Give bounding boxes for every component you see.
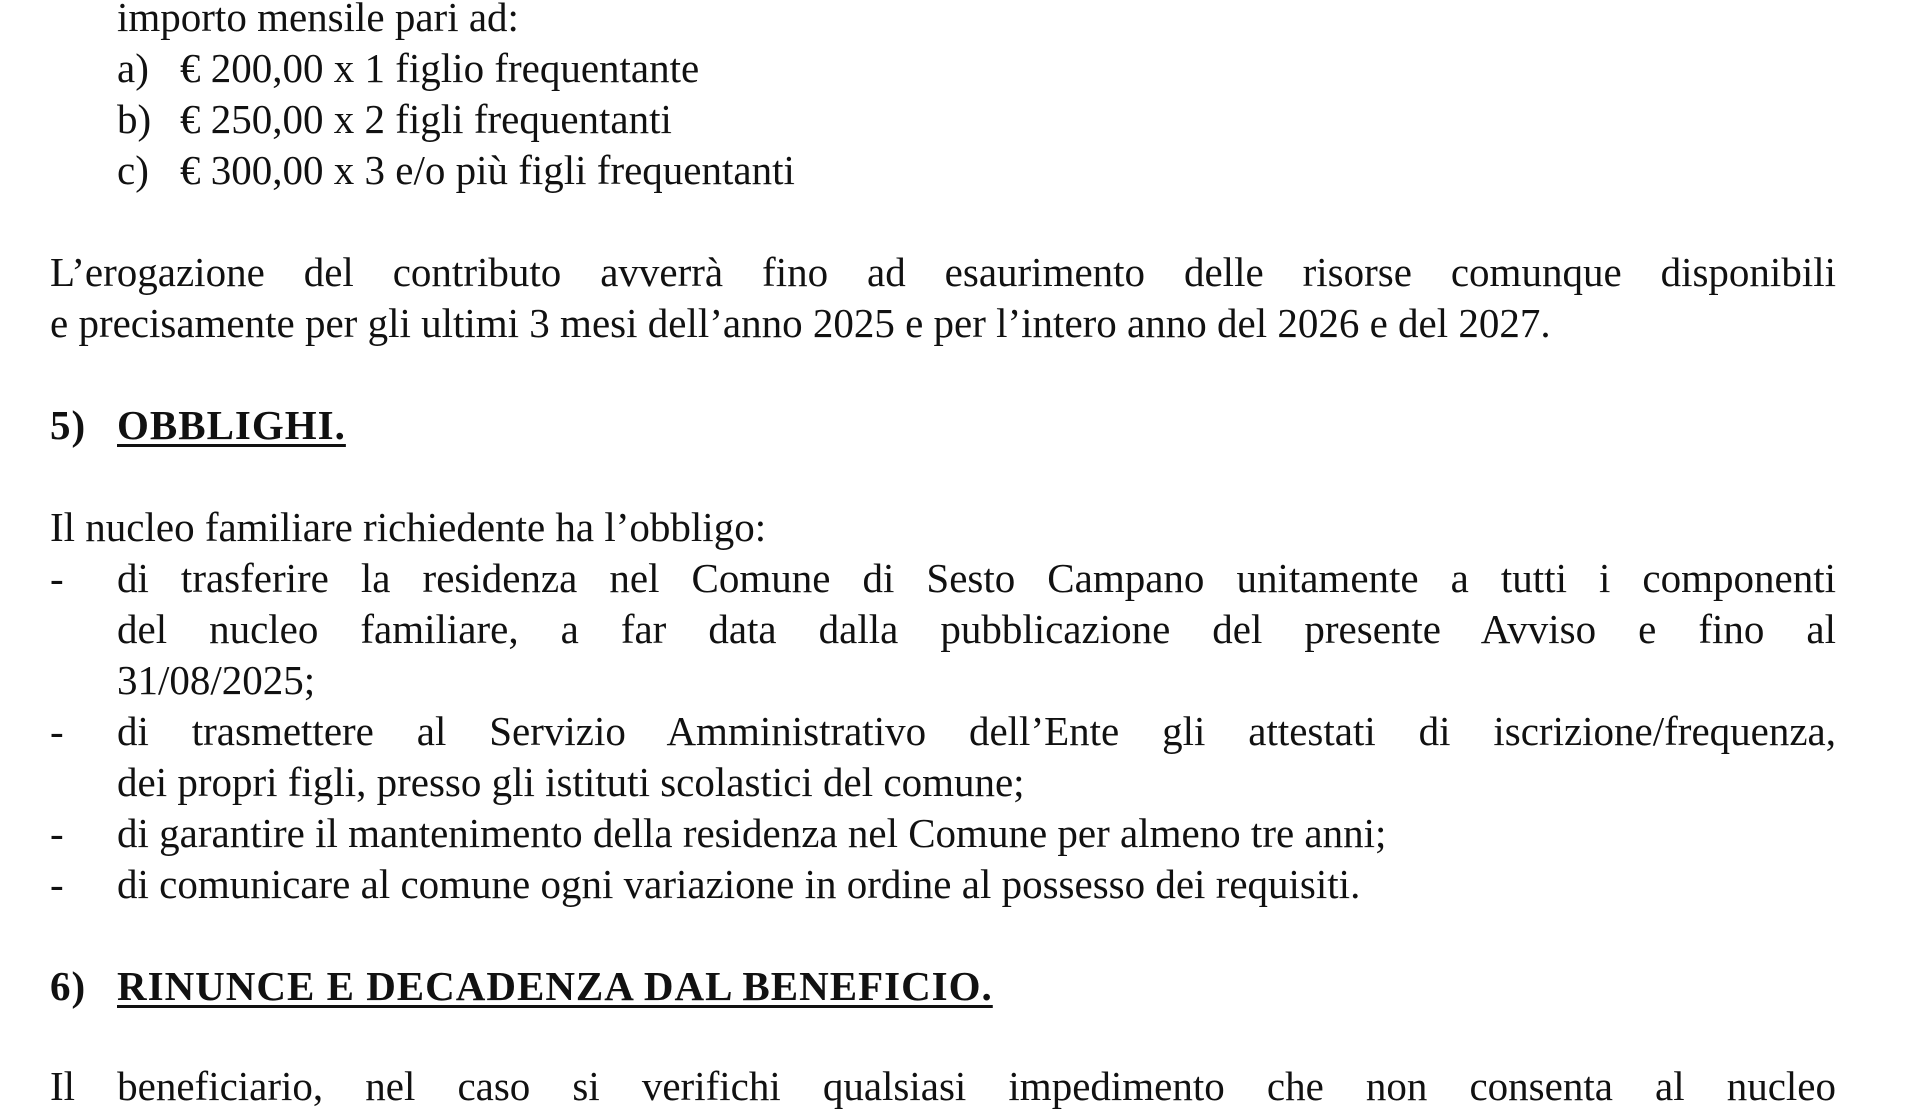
amount-item-b: € 250,00 x 2 figli frequentanti [180,96,672,142]
amount-marker-b: b) [117,96,152,142]
section-6-partial-clip [0,1058,1920,1109]
amount-marker-a: a) [117,45,149,91]
amount-item-a: € 200,00 x 1 figlio frequentante [180,45,700,91]
obbligo-1-line-2: del nucleo familiare, a far data dalla pubblicazione del presente Avviso e fino al [117,606,1836,652]
obbligo-3-line-1: di garantire il mantenimento della residenza nel Comune per almeno tre anni; [117,810,1387,856]
section-6-number: 6) [50,963,87,1009]
bullet-dash-3: - [50,810,64,856]
section-5-title: OBBLIGHI. [117,402,346,448]
erogazione-line-2: e precisamente per gli ultimi 3 mesi dell’anno 2025 e per l’intero anno del 2026 e del 2027. [50,300,1551,346]
obbligo-2-line-1: di trasmettere al Servizio Amministrativo dell’Ente gli attestati di iscrizione/frequenza, [117,708,1836,754]
bullet-dash-4: - [50,861,64,907]
amount-marker-c: c) [117,147,149,193]
section-5-intro: Il nucleo familiare richiedente ha l’obbligo: [50,504,767,550]
section-6-title: RINUNCE E DECADENZA DAL BENEFICIO. [117,963,993,1009]
bullet-dash-1: - [50,555,64,601]
bullet-dash-2: - [50,708,64,754]
obbligo-2-line-2: dei propri figli, presso gli istituti scolastici del comune; [117,759,1025,805]
section-5-number: 5) [50,402,87,448]
amount-item-c: € 300,00 x 3 e/o più figli frequentanti [180,147,795,193]
section-6-partial-line: Il beneficiario, nel caso si verifichi qualsiasi impedimento che non consenta al nucleo [50,1063,1836,1109]
obbligo-4-line-1: di comunicare al comune ogni variazione in ordine al possesso dei requisiti. [117,861,1361,907]
obbligo-1-line-1: di trasferire la residenza nel Comune di Sesto Campano unitamente a tutti i componenti [117,555,1836,601]
intro-tail-text: importo mensile pari ad: [117,0,519,40]
obbligo-1-line-3: 31/08/2025; [117,657,316,703]
erogazione-line-1: L’erogazione del contributo avverrà fino ad esaurimento delle risorse comunque disponibili [50,249,1836,295]
